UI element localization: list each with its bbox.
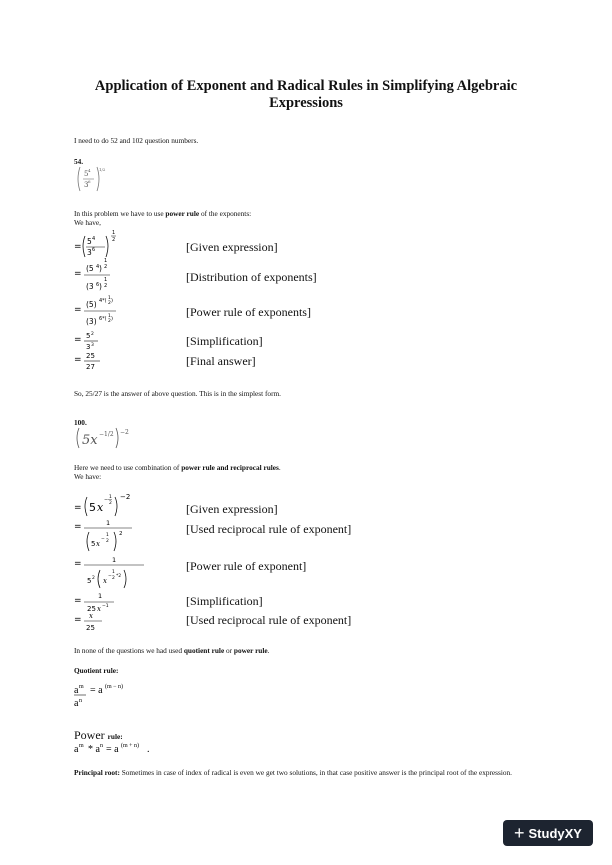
rules-note: In none of the questions we had used quotient rule or power rule. — [74, 646, 270, 655]
q100-step2-math — [74, 516, 144, 556]
svg-text:−2: −2 — [120, 493, 131, 501]
svg-text:): ) — [99, 264, 102, 273]
q54-step5-math — [74, 350, 114, 372]
svg-text:−2: −2 — [120, 429, 129, 436]
power-rule-heading: Power rule: — [74, 728, 123, 742]
svg-text:3: 3 — [91, 343, 94, 348]
svg-text:=: = — [74, 269, 82, 279]
svg-text:1: 1 — [104, 258, 108, 264]
svg-text:6: 6 — [92, 247, 96, 253]
studyxy-logo[interactable]: + StudyXY — [503, 820, 593, 846]
svg-text:4: 4 — [88, 168, 91, 173]
svg-text:5: 5 — [91, 540, 96, 548]
svg-text:= a: = a — [106, 744, 119, 755]
svg-text:6*(: 6*( — [99, 316, 107, 322]
plus-icon: + — [514, 823, 525, 843]
svg-text:25: 25 — [87, 605, 96, 613]
svg-text:a: a — [74, 744, 79, 755]
svg-text:=: = — [74, 242, 82, 252]
svg-text:): ) — [99, 282, 102, 291]
question-54-we-have: We have, — [74, 218, 101, 227]
question-100-we-have: We have: — [74, 472, 102, 481]
svg-text:x: x — [89, 612, 93, 620]
svg-text:(3): (3) — [86, 317, 97, 326]
svg-text:5: 5 — [87, 577, 92, 585]
svg-text:1: 1 — [106, 519, 111, 527]
svg-text:=: = — [74, 522, 82, 532]
power-rule-formula — [74, 740, 174, 756]
svg-text:2: 2 — [92, 576, 95, 581]
svg-text:5x: 5x — [82, 433, 98, 448]
svg-text:a: a — [74, 685, 79, 696]
q54-step1-label: [Given expression] — [186, 240, 278, 254]
svg-text:=: = — [74, 559, 82, 569]
svg-text:(5): (5) — [86, 300, 97, 309]
svg-text:25: 25 — [86, 624, 95, 632]
q54-step3-label: [Power rule of exponents] — [186, 305, 311, 319]
svg-text:n: n — [100, 743, 103, 749]
svg-text:3: 3 — [87, 248, 92, 257]
svg-text:): ) — [111, 316, 113, 322]
svg-text:= a: = a — [90, 685, 103, 696]
question-100-expression — [74, 425, 144, 451]
q54-step5-label: [Final answer] — [186, 354, 256, 368]
svg-text:m: m — [79, 684, 84, 690]
q100-step4-label: [Simplification] — [186, 594, 263, 608]
svg-text:2: 2 — [108, 301, 111, 306]
question-54-expression — [75, 165, 115, 193]
svg-text:x: x — [103, 577, 107, 585]
svg-text:*2: *2 — [116, 574, 122, 579]
q100-step5-math — [74, 609, 114, 633]
svg-text:1: 1 — [108, 296, 111, 301]
svg-text:6: 6 — [88, 179, 91, 184]
q100-step1-label: [Given expression] — [186, 502, 278, 516]
svg-text:4*(: 4*( — [99, 298, 107, 304]
svg-text:=: = — [74, 355, 82, 365]
svg-text:2: 2 — [109, 501, 112, 506]
svg-text:5: 5 — [87, 237, 92, 246]
q54-step3-math — [74, 293, 134, 331]
q54-step2-math — [74, 256, 134, 296]
svg-text:=: = — [74, 615, 82, 625]
svg-text:3: 3 — [86, 343, 91, 351]
svg-text:5: 5 — [84, 170, 89, 178]
quotient-rule-formula — [74, 682, 154, 710]
svg-text:(m + n): (m + n) — [121, 743, 140, 749]
page-title: Application of Exponent and Radical Rules in Simplifying Algebraic Expressions — [94, 78, 518, 111]
svg-text:* a: * a — [88, 744, 100, 755]
svg-text:4: 4 — [96, 264, 100, 270]
q54-step4-math — [74, 330, 114, 352]
svg-text:1/2: 1/2 — [99, 167, 106, 172]
svg-text:=: = — [74, 305, 82, 315]
question-100-lead: Here we need to use combination of power rule and reciprocal rules. — [74, 463, 281, 472]
svg-text:−: − — [101, 537, 105, 542]
svg-text:2: 2 — [106, 539, 109, 544]
svg-text:=: = — [74, 503, 82, 513]
svg-text:2: 2 — [104, 283, 108, 289]
svg-text:−1/2: −1/2 — [99, 431, 114, 438]
svg-text:1: 1 — [109, 495, 112, 500]
question-100-number: 100. — [74, 418, 87, 427]
quotient-rule-heading: Quotient rule: — [74, 666, 119, 675]
svg-text:−: − — [104, 497, 109, 503]
svg-text:x: x — [96, 540, 100, 548]
svg-text:−: − — [108, 574, 112, 579]
svg-text:1: 1 — [98, 592, 103, 600]
svg-text:1: 1 — [112, 556, 117, 564]
svg-text:n: n — [79, 698, 82, 704]
svg-text:.: . — [147, 744, 150, 755]
q100-step1-math — [74, 490, 144, 518]
svg-text:5: 5 — [86, 332, 91, 340]
intro-text: I need to do 52 and 102 question numbers. — [74, 136, 199, 145]
svg-text:2: 2 — [112, 237, 116, 243]
svg-text:(5: (5 — [86, 264, 94, 273]
svg-text:a: a — [74, 698, 79, 709]
svg-text:6: 6 — [96, 282, 100, 288]
q100-step5-label: [Used reciprocal rule of exponent] — [186, 613, 352, 627]
svg-text:5: 5 — [89, 501, 96, 514]
svg-text:2: 2 — [108, 319, 111, 324]
q100-step3-math — [74, 553, 154, 593]
svg-text:25: 25 — [86, 352, 95, 360]
question-54-lead: In this problem we have to use power rule of the exponents: — [74, 209, 252, 218]
svg-text:1: 1 — [112, 570, 115, 575]
svg-text:2: 2 — [119, 531, 123, 537]
svg-text:x: x — [97, 501, 104, 514]
svg-text:1: 1 — [106, 533, 109, 538]
principal-root-text: Principal root: Sometimes in case of index of radical is even we get two solutions, in that case positive answer is the principal root of the expression. — [74, 768, 512, 777]
svg-text:2: 2 — [112, 576, 115, 581]
svg-text:=: = — [74, 335, 82, 345]
svg-text:27: 27 — [86, 363, 95, 371]
q54-step4-label: [Simplification] — [186, 334, 263, 348]
question-54-number: 54. — [74, 157, 84, 166]
q54-step2-label: [Distribution of exponents] — [186, 270, 317, 284]
q100-step2-label: [Used reciprocal rule of exponent] — [186, 522, 352, 536]
svg-text:x: x — [97, 605, 101, 613]
svg-text:(3: (3 — [86, 282, 94, 291]
svg-text:2: 2 — [91, 332, 94, 337]
question-54-conclusion: So, 25/27 is the answer of above question. This is in the simplest form. — [74, 389, 281, 398]
svg-text:1: 1 — [112, 230, 116, 236]
svg-text:2: 2 — [104, 264, 108, 270]
svg-text:4: 4 — [92, 236, 96, 242]
svg-text:−1: −1 — [102, 604, 109, 609]
svg-text:3: 3 — [84, 181, 89, 189]
svg-text:1: 1 — [108, 314, 111, 319]
svg-text:m: m — [79, 743, 84, 749]
q100-step3-label: [Power rule of exponent] — [186, 559, 307, 573]
svg-text:(m − n): (m − n) — [105, 684, 124, 690]
svg-text:): ) — [111, 298, 113, 304]
svg-text:1: 1 — [104, 277, 108, 283]
svg-text:=: = — [74, 596, 82, 606]
